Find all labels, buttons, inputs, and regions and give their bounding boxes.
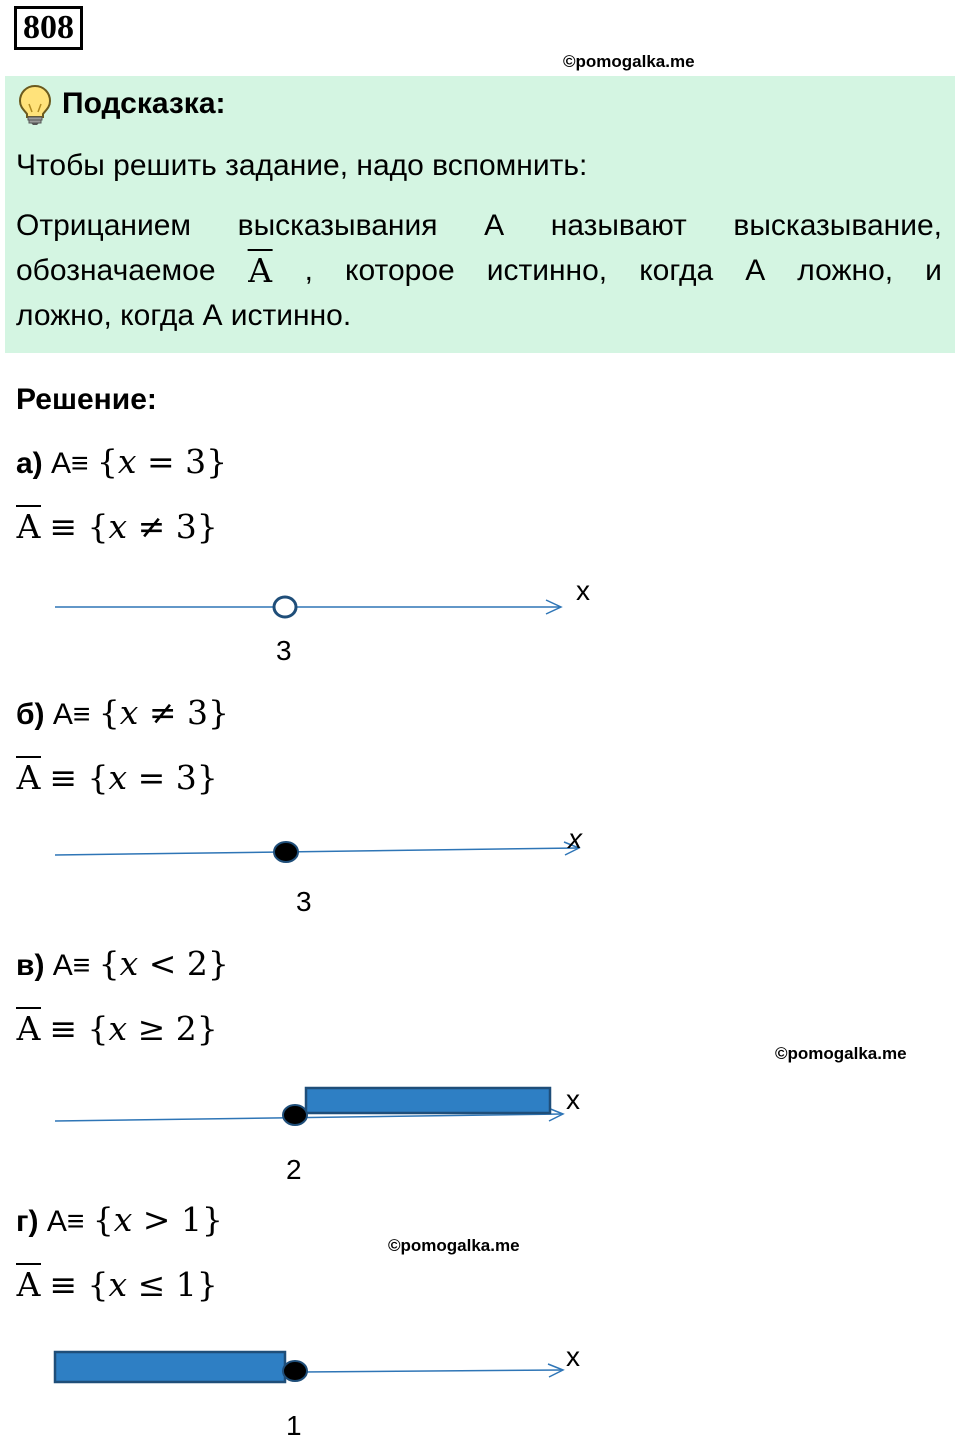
negation-set: ≡ {𝑥 ≥ 2}	[49, 1009, 218, 1048]
shaded-region	[306, 1088, 550, 1113]
lightbulb-icon	[18, 84, 52, 131]
part-d-negation	[16, 1263, 218, 1309]
number-line-d	[0, 1340, 960, 1400]
number-line-b	[0, 820, 960, 880]
definition-word: Отрицанием	[16, 209, 192, 242]
statement-prefix: А≡	[52, 698, 91, 731]
watermark: ©pomogalka.me	[388, 1236, 520, 1255]
shaded-region	[55, 1352, 285, 1382]
part-c-negation	[16, 1007, 218, 1053]
point-label: 1	[286, 1410, 302, 1441]
part-label: в)	[16, 949, 45, 982]
filled-point	[283, 1361, 307, 1381]
negation-symbol: А	[16, 1265, 41, 1304]
definition-word: истинно,	[486, 254, 608, 287]
definition-word: А	[484, 209, 505, 242]
filled-point	[283, 1105, 307, 1125]
definition-word: А	[745, 254, 766, 287]
negation-set: ≡ {𝑥 ≠ 3}	[49, 507, 218, 546]
part-label: а)	[16, 447, 43, 480]
part-b-negation	[16, 756, 218, 802]
statement-prefix: А≡	[51, 447, 89, 480]
axis-label: x	[568, 823, 582, 854]
negation-set: ≡ {𝑥 = 3}	[49, 758, 218, 797]
part-a-negation	[16, 505, 218, 551]
negation-symbol: А	[16, 1009, 41, 1048]
filled-point	[274, 842, 298, 862]
number-line-c	[0, 1080, 960, 1140]
number-line-a	[0, 570, 960, 630]
statement-prefix: А≡	[52, 949, 91, 982]
part-b-statement	[16, 691, 229, 737]
statement-set: {𝑥 < 2}	[98, 944, 229, 983]
watermark: ©pomogalka.me	[563, 52, 695, 71]
solution-title: Решение:	[16, 383, 157, 416]
task-number: 808	[14, 6, 83, 50]
definition-word: которое	[345, 254, 455, 287]
definition-row-1	[16, 206, 942, 246]
axis-label: x	[566, 1084, 580, 1115]
definition-word: когда	[639, 254, 714, 287]
statement-set: {𝑥 ≠ 3}	[98, 693, 229, 732]
negation-set: ≡ {𝑥 ≤ 1}	[49, 1265, 218, 1304]
definition-word: обозначаемое	[16, 254, 216, 287]
definition-word: называют	[550, 209, 687, 242]
definition-word: высказывания	[237, 209, 438, 242]
definition-word: и	[925, 254, 942, 287]
definition-word: ,	[304, 254, 313, 287]
statement-set: {𝑥 = 3}	[96, 442, 228, 481]
part-label: б)	[16, 698, 45, 731]
negation-symbol: А	[247, 251, 273, 290]
negation-symbol: А	[16, 758, 41, 797]
part-label: г)	[16, 1205, 39, 1238]
point-label: 2	[286, 1154, 302, 1185]
point-label: 3	[276, 635, 292, 666]
axis-line	[55, 1114, 562, 1121]
statement-prefix: А≡	[46, 1205, 85, 1238]
definition-word: высказывание,	[733, 209, 942, 242]
negation-symbol: А	[16, 507, 41, 546]
part-a-statement	[16, 440, 227, 486]
definition-row-2	[16, 251, 942, 291]
point-label: 3	[296, 886, 312, 917]
hint-title: Подсказка:	[62, 87, 226, 120]
hint-intro: Чтобы решить задание, надо вспомнить:	[16, 149, 588, 182]
axis-label: x	[576, 575, 590, 606]
definition-row-3: ложно, когда А истинно.	[16, 299, 352, 332]
part-c-statement	[16, 942, 229, 988]
definition-word: ложно,	[797, 254, 894, 287]
watermark: ©pomogalka.me	[775, 1044, 907, 1063]
statement-set: {𝑥 > 1}	[92, 1200, 223, 1239]
axis-line	[55, 848, 578, 855]
part-d-statement	[16, 1198, 223, 1244]
open-point	[274, 597, 296, 617]
axis-label: x	[566, 1341, 580, 1372]
